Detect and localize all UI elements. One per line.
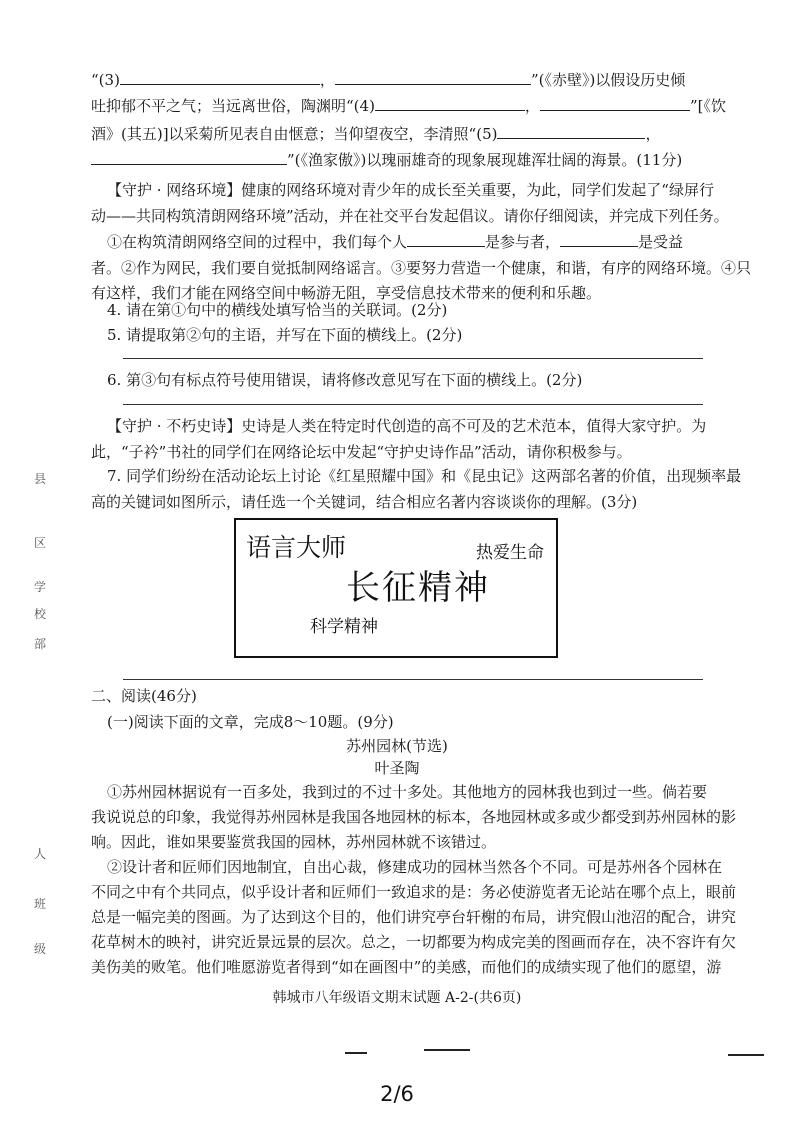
- article-line: ②设计者和匠师们因地制宜，自出心裁，修建成功的园林当然各个不同。可是苏州各个园林在: [107, 858, 723, 876]
- margin-mark: 班: [34, 897, 47, 911]
- poetry-line-2: 吐抑郁不平之气；当远离世俗，陶渊明“(4) ， ”[《饮: [91, 97, 726, 115]
- epic-intro-2: 此，“子衿”书社的同学们在网络论坛中发起“守护史诗作品”活动，请你积极参与。: [91, 443, 632, 461]
- article-line: 不同之中有个共同点，似乎设计者和匠师们一致追求的是：务必使游览者无论站在哪个点上，眼前: [91, 883, 737, 901]
- keyword-scientific-spirit: 科学精神: [310, 617, 378, 637]
- poetry-q5-blank-1[interactable]: [497, 124, 645, 139]
- scan-dash: [728, 1054, 764, 1056]
- margin-mark: 部: [34, 637, 47, 651]
- margin-mark: 人: [34, 847, 47, 861]
- question-6: 6. 第③句有标点符号使用错误，请将修改意见写在下面的横线上。(2分): [107, 371, 583, 389]
- article-line: ①苏州园林据说有一百多处，我到过的不过十多处。其他地方的园林我也到过一些。倘若要: [107, 783, 708, 801]
- network-intro-1: 【守护 · 网络环境】健康的网络环境对青少年的成长至关重要，为此，同学们发起了“绿屏行: [107, 181, 714, 199]
- scan-dash: [424, 1049, 470, 1051]
- margin-mark: 学: [34, 580, 47, 594]
- poetry-q4-label: 吐抑郁不平之气；当远离世俗，陶渊明“(4): [91, 97, 375, 115]
- article-line: 响。因此，谁如果要鉴赏我国的园林，苏州园林就不该错过。: [91, 833, 497, 851]
- page-footer: 韩城市八年级语文期末试题 A-2-(共6页): [272, 990, 522, 1006]
- article-line: 美伤美的败笔。他们唯愿游览者得到“如在画图中”的美感，而他们的成绩实现了他们的愿望，游: [91, 958, 722, 976]
- article-line: 我说说总的印象，我觉得苏州园林是我国各地园林的标本，各地园林或多或少都受到苏州园林的影: [91, 808, 737, 826]
- margin-mark: 县: [34, 472, 47, 486]
- page-indicator: 2/6: [380, 1082, 414, 1106]
- question-7-line-1: 7. 同学们纷纷在活动论坛上讨论《红星照耀中国》和《昆虫记》这两部名著的价值，出现频率最: [107, 467, 742, 485]
- poetry-q3-blank-1[interactable]: [120, 70, 320, 85]
- keyword-figure: [234, 518, 558, 658]
- article-line: 总是一幅完美的图画。为了达到这个目的，他们讲究亭台轩榭的布局，讲究假山池沼的配合，讲究: [91, 908, 737, 926]
- question-5: 5. 请提取第②句的主语，并写在下面的横线上。(2分): [107, 326, 463, 344]
- poetry-line-4: ”(《渔家傲》)以瑰丽雄奇的现象展现雄浑壮阔的海景。(11分): [91, 150, 682, 170]
- poetry-q5-blank-2[interactable]: [91, 150, 287, 165]
- question-4: 4. 请在第①句中的横线处填写恰当的关联词。(2分): [107, 301, 448, 319]
- article-author: 叶圣陶: [374, 759, 420, 777]
- network-intro-2: 动——共同构筑清朗网络环境”活动，并在社交平台发起倡议。请你仔细阅读，并完成下列任务。: [91, 207, 729, 225]
- keyword-long-march-spirit: 长征精神: [346, 568, 490, 608]
- keyword-love-life: 热爱生命: [476, 543, 544, 563]
- network-passage-3: 有这样，我们才能在网络空间中畅游无阻，享受信息技术带来的便利和乐趣。: [91, 284, 602, 302]
- poetry-q4-blank-1[interactable]: [375, 96, 525, 111]
- epic-intro-1: 【守护 · 不朽史诗】史诗是人类在特定时代创造的高不可及的艺术范本，值得大家守护。为: [107, 417, 707, 435]
- poetry-q3-label: “(3): [91, 71, 120, 89]
- reading-subsection-heading: (一)阅读下面的文章，完成8～10题。(9分): [107, 713, 394, 731]
- article-line: 花草树木的映衬，讲究近景远景的层次。总之，一切都要为构成完美的图画而存在，决不容许有欠: [91, 933, 737, 951]
- reading-section-heading: 二、阅读(46分): [91, 687, 197, 705]
- margin-mark: 区: [34, 536, 47, 550]
- keyword-language-master: 语言大师: [246, 533, 347, 562]
- margin-mark: 级: [34, 942, 47, 956]
- q7-answer-line[interactable]: [123, 679, 703, 680]
- poetry-q4-blank-2[interactable]: [540, 96, 690, 111]
- poetry-line-1: “(3) ， ”(《赤壁》)以假设历史倾: [91, 71, 686, 89]
- q6-answer-line[interactable]: [123, 404, 703, 405]
- poetry-q5-label: 酒》(其五)]以采菊所见表自由惬意；当仰望夜空，李清照“(5): [91, 125, 498, 143]
- network-q4-blank-2[interactable]: [560, 232, 638, 247]
- network-passage-1: ①在构筑清朗网络空间的过程中，我们每个人 是参与者， 是受益: [107, 233, 684, 251]
- question-7-line-2: 高的关键词如图所示，请任选一个关键词，结合相应名著内容谈谈你的理解。(3分): [91, 493, 638, 511]
- network-q4-blank-1[interactable]: [407, 232, 485, 247]
- margin-mark: 校: [34, 607, 47, 621]
- poetry-q3-blank-2[interactable]: [335, 70, 531, 85]
- scan-dash: [345, 1052, 367, 1054]
- q5-answer-line[interactable]: [123, 358, 703, 359]
- poetry-line-3: 酒》(其五)]以采菊所见表自由惬意；当仰望夜空，李清照“(5) ，: [91, 125, 661, 143]
- article-title: 苏州园林(节选): [346, 737, 448, 755]
- network-passage-2: 者。②作为网民，我们要自觉抵制网络谣言。③要努力营造一个健康，和谐，有序的网络环境。④只: [91, 259, 752, 277]
